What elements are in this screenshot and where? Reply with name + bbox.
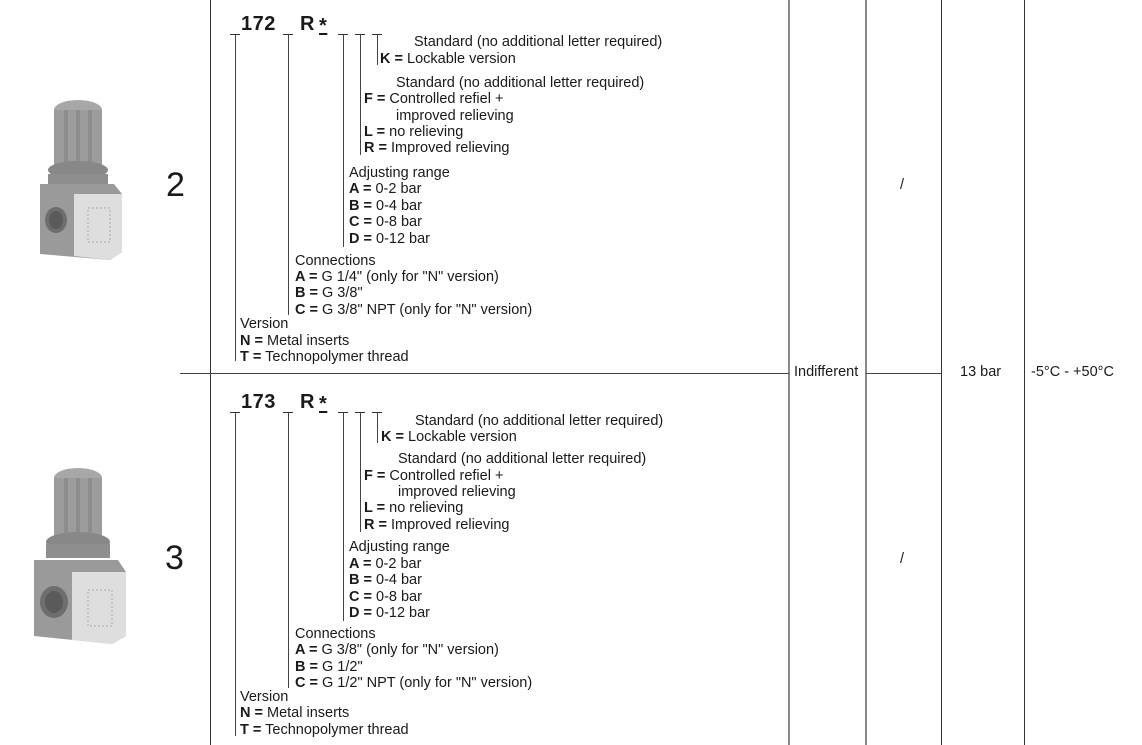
model-code-prefix: 173 [241, 391, 276, 413]
option-key: F = [364, 91, 386, 107]
option-value: Metal inserts [267, 705, 350, 721]
relief-option-l [364, 124, 463, 141]
model-code-prefix: 172 [241, 13, 276, 35]
option-key: A = [295, 642, 318, 658]
relief-standard-text: Standard (no additional letter required) [396, 75, 645, 91]
tree-line-version [235, 35, 236, 361]
adjusting-option-b [349, 572, 422, 589]
size-number: 3 [165, 539, 184, 577]
option-value: G 1/2" NPT (only for "N" version) [322, 675, 533, 691]
option-value: Controlled refiel + [389, 468, 504, 484]
lock-standard-text: Standard (no additional letter required) [414, 34, 663, 50]
option-value: Improved relieving [391, 517, 510, 533]
model-code-star: * [319, 15, 328, 37]
option-value: G 3/8" [322, 285, 363, 301]
tree-line-adjusting [343, 35, 344, 247]
row-column-value: / [900, 551, 905, 567]
connection-option-a [295, 269, 499, 286]
adjusting-option-b [349, 198, 422, 215]
option-value: G 1/4" (only for "N" version) [321, 269, 499, 285]
adjusting-option-a [349, 556, 421, 573]
option-key: D = [349, 231, 372, 247]
option-key: R = [364, 140, 387, 156]
tree-line-version [235, 413, 236, 736]
tree-line-connections [288, 413, 289, 688]
option-value: 0-2 bar [375, 181, 422, 197]
option-value: Technopolymer thread [265, 349, 409, 365]
relief-option-f [364, 468, 503, 485]
option-key: T = [240, 722, 262, 738]
column-divider-pressure-left [941, 0, 942, 745]
option-key: K = [381, 429, 404, 445]
row-divider-mid [866, 373, 941, 374]
relief-option-f-continued: improved relieving [396, 108, 514, 124]
tree-line-lock [377, 413, 378, 443]
relief-option-r [364, 517, 509, 534]
mounting-position-value: Indifferent [794, 364, 859, 380]
size-number: 2 [166, 166, 185, 204]
option-key: T = [240, 349, 262, 365]
option-key: B = [295, 659, 318, 675]
option-key: L = [364, 124, 386, 140]
adjusting-option-a [349, 181, 421, 198]
tree-line-connections [288, 35, 289, 315]
lock-standard-text: Standard (no additional letter required) [415, 413, 664, 429]
option-key: C = [349, 589, 372, 605]
option-key: N = [240, 333, 263, 349]
option-key: A = [295, 269, 318, 285]
option-value: G 1/2" [322, 659, 363, 675]
option-value: no relieving [389, 124, 464, 140]
adjusting-option-d [349, 231, 430, 248]
option-key: C = [349, 214, 372, 230]
adjusting-option-d [349, 605, 430, 622]
connection-option-c [295, 302, 532, 319]
option-key: A = [349, 181, 372, 197]
option-value: 0-4 bar [376, 572, 422, 588]
tree-line-relief [360, 35, 361, 155]
option-value: 0-12 bar [376, 231, 431, 247]
version-title: Version [240, 316, 289, 332]
connection-option-b [295, 285, 363, 302]
option-key: B = [349, 572, 372, 588]
temperature-range-value: -5°C - +50°C [1031, 364, 1114, 380]
option-value: Improved relieving [391, 140, 510, 156]
version-option-t [240, 349, 409, 366]
pressure-regulator-image [26, 464, 136, 649]
option-value: Technopolymer thread [265, 722, 409, 738]
option-value: G 3/8" (only for "N" version) [321, 642, 499, 658]
max-pressure-value: 13 bar [960, 364, 1002, 380]
version-option-n [240, 705, 349, 722]
tree-line-lock [377, 35, 378, 65]
lock-option [380, 51, 516, 68]
connection-option-c [295, 675, 532, 692]
option-value: no relieving [389, 500, 464, 516]
connections-title: Connections [295, 626, 376, 642]
option-key: B = [349, 198, 372, 214]
adjusting-option-c [349, 214, 422, 231]
option-value: G 3/8" NPT (only for "N" version) [322, 302, 533, 318]
option-value: 0-8 bar [376, 214, 422, 230]
adjusting-range-title: Adjusting range [349, 539, 450, 555]
option-value: Controlled refiel + [389, 91, 504, 107]
option-value: Metal inserts [267, 333, 350, 349]
option-value: Lockable version [408, 429, 517, 445]
option-value: 0-4 bar [376, 198, 422, 214]
option-key: L = [364, 500, 386, 516]
tree-line-relief [360, 413, 361, 532]
relief-option-f-continued: improved relieving [398, 484, 516, 500]
relief-standard-text: Standard (no additional letter required) [398, 451, 647, 467]
option-key: F = [364, 468, 386, 484]
option-key: N = [240, 705, 263, 721]
relief-option-f [364, 91, 503, 108]
option-key: K = [380, 51, 403, 67]
option-key: C = [295, 302, 318, 318]
version-option-t [240, 722, 409, 739]
adjusting-option-c [349, 589, 422, 606]
option-value: Lockable version [407, 51, 516, 67]
option-value: 0-12 bar [376, 605, 431, 621]
connections-title: Connections [295, 253, 376, 269]
option-key: A = [349, 556, 372, 572]
lock-option [381, 429, 517, 446]
relief-option-r [364, 140, 509, 157]
column-divider-pressure-right [1024, 0, 1025, 745]
tree-line-adjusting [343, 413, 344, 621]
model-code-letter: R [300, 13, 315, 35]
row-divider-left [180, 373, 789, 374]
pressure-regulator-image [30, 96, 130, 266]
option-value: 0-8 bar [376, 589, 422, 605]
model-code-star: * [319, 393, 328, 415]
option-key: D = [349, 605, 372, 621]
relief-option-l [364, 500, 463, 517]
option-key: R = [364, 517, 387, 533]
option-key: B = [295, 285, 318, 301]
version-option-n [240, 333, 349, 350]
connection-option-b [295, 659, 363, 676]
row-column-value: / [900, 177, 905, 193]
model-code-letter: R [300, 391, 315, 413]
option-key: C = [295, 675, 318, 691]
option-value: 0-2 bar [375, 556, 422, 572]
adjusting-range-title: Adjusting range [349, 165, 450, 181]
connection-option-a [295, 642, 499, 659]
version-title: Version [240, 689, 289, 705]
